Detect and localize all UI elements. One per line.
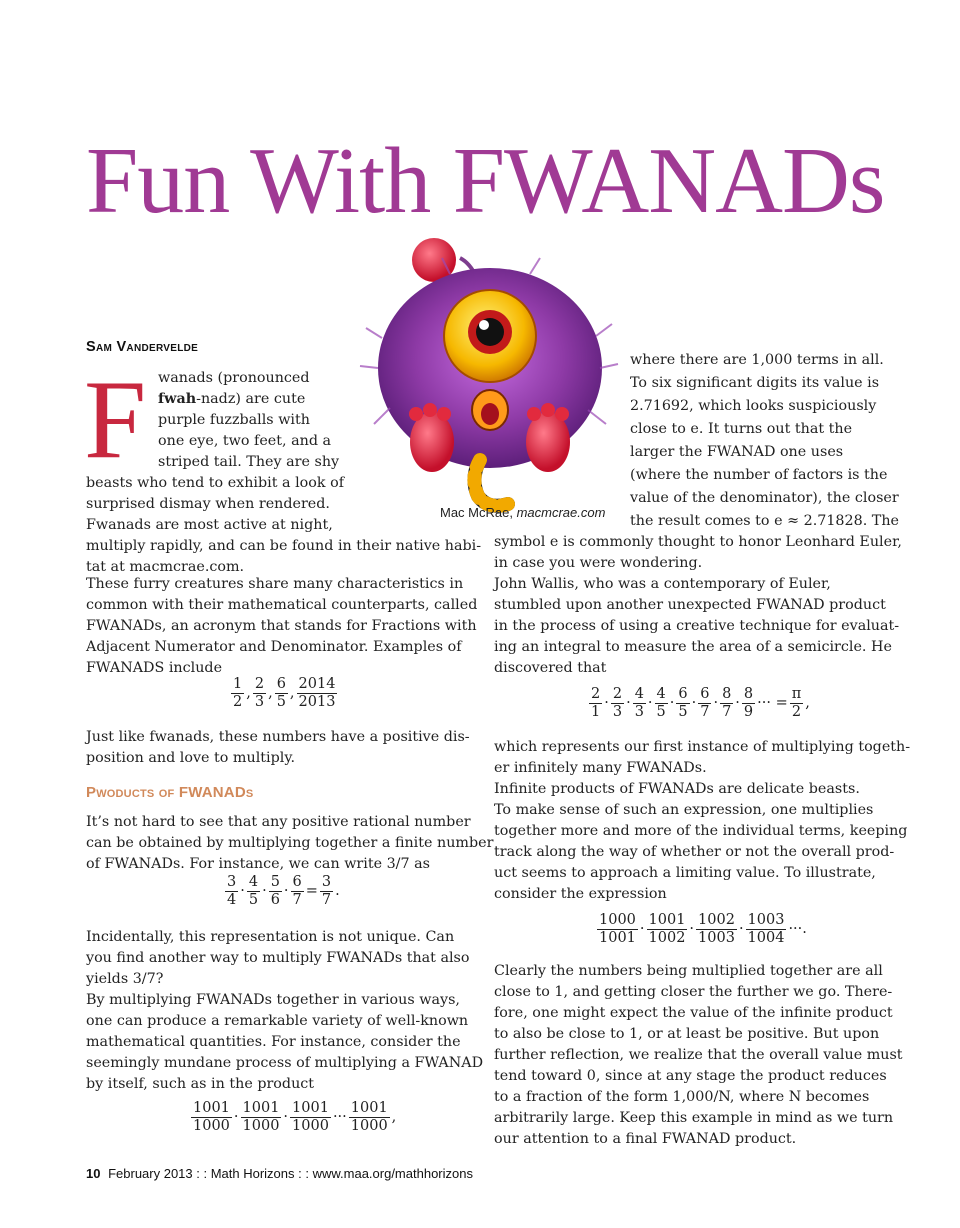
intro-line: fwah-nadz) are cute [158,391,306,407]
fraction: $\frac{2}{3}$ [254,676,265,710]
body-line: together more and more of the individual terms, keeping [494,823,908,839]
body-line: discovered that [494,660,607,676]
fraction: $\frac{3}{7}$ [321,874,332,908]
intro-line: tat at macmcrae.com. [86,559,245,575]
body-line: further reflection, we realize that the overall value must [494,1047,903,1063]
body-line: to also be close to 1, or at least be positive. But upon [494,1026,880,1042]
section-heading: Pwoducts of FWANADs [86,784,254,801]
fraction: $\frac{2}{1}$ [591,686,601,720]
intro-line: surprised dismay when rendered. [86,496,330,512]
fraction: $\frac{1001}{1002}$ [648,912,686,946]
body-line: tend toward 0, since at any stage the product reduces [494,1068,887,1084]
body-line: which represents our first instance of multiplying togeth- [494,739,911,755]
equation-wallis-product: $\frac{2}{1}$ · $\frac{2}{3}$ · $\frac{4}{3}$ · $\frac{4}{5}$ · $\frac{6}{5}$ · $\frac{6}{7}$ · $\frac{8}{7}$ · $\frac{8}{9}$ ··· = $\frac{\pi}{2}$ , [591,686,810,720]
body-line: To six significant digits its value is [630,375,880,391]
body-line: Clearly the numbers being multiplied together are all [494,963,883,979]
footer-text: February 2013 : : Math Horizons : : www.maa.org/mathhorizons [108,1166,473,1181]
fraction: $\frac{\pi}{2}$ [791,686,802,720]
fraction: $\frac{5}{6}$ [270,874,280,908]
fraction: $\frac{1}{2}$ [233,676,243,710]
equation-three-sevenths: $\frac{3}{4}$ · $\frac{4}{5}$ · $\frac{5}{6}$ · $\frac{6}{7}$ = $\frac{3}{7}$ . [227,874,340,908]
body-line: symbol e is commonly thought to honor Leonhard Euler, [494,534,902,550]
body-line: These furry creatures share many characteristics in [86,576,464,592]
body-line: er infinitely many FWANADs. [494,760,707,776]
eye [444,290,536,382]
mouth [472,390,508,430]
body-line: you find another way to multiply FWANADs that also [86,950,470,966]
body-line: ing an integral to measure the area of a semicircle. He [494,639,892,655]
fraction: $\frac{1001}{1000}$ [193,1100,230,1134]
body-line: position and love to multiply. [86,750,296,766]
body-line: fore, one might expect the value of the infinite product [494,1005,893,1021]
body-line: FWANADs, an acronym that stands for Fractions with [86,618,477,634]
body-line: value of the denominator), the closer [630,490,899,506]
drop-cap: F [84,358,147,482]
article-title: Fun With FWANADs [86,129,885,233]
fraction: $\frac{2014}{2013}$ [298,676,336,710]
body-line: By multiplying FWANADs together in various ways, [86,992,460,1008]
body-line: in the process of using a creative technique for evaluat- [494,618,900,634]
fraction: $\frac{1001}{1000}$ [292,1100,329,1134]
body-line: FWANADS include [86,660,223,676]
intro-line: Fwanads are most active at night, [86,517,333,533]
body-line: (where the number of factors is the [630,467,888,483]
body-line: of FWANADs. For instance, we can write 3/7 as [86,856,431,872]
body-line: mathematical quantities. For instance, consider the [86,1034,461,1050]
body-line: Infinite products of FWANADs are delicate beasts. [494,781,860,797]
fraction: $\frac{3}{4}$ [227,874,237,908]
body-line: Just like fwanads, these numbers have a positive dis- [86,729,470,745]
body-line: yields 3/7? [86,971,164,987]
body-line: close to 1, and getting closer the further we go. There- [494,984,893,1000]
fraction: $\frac{8}{9}$ [743,686,754,720]
intro-line: beasts who tend to exhibit a look of [86,475,344,491]
body-line: can be obtained by multiplying together a finite number [86,835,494,851]
fraction: $\frac{4}{3}$ [634,686,644,720]
intro-line: wanads (pronounced [158,370,310,386]
body-line: seemingly mundane process of multiplying a FWANAD [86,1055,484,1071]
body-line: the result comes to e ≈ 2.71828. The [630,513,900,529]
body-line: common with their mathematical counterparts, called [86,597,478,613]
body-line: where there are 1,000 terms in all. [630,352,884,368]
body-line: by itself, such as in the product [86,1076,315,1092]
fraction: $\frac{1000}{1001}$ [599,912,636,946]
fraction: $\frac{8}{7}$ [722,686,732,720]
page-footer [86,1166,473,1181]
body-line: To make sense of such an expression, one multiplies [494,802,874,818]
intro-line: multiply rapidly, and can be found in their native habi- [86,538,482,554]
fraction: $\frac{6}{7}$ [700,686,710,720]
fraction: $\frac{4}{5}$ [656,686,666,720]
fraction: $\frac{2}{3}$ [612,686,623,720]
author-byline: Sam Vandervelde [86,339,199,355]
equation-telescoping: $\frac{1000}{1001}$ · $\frac{1001}{1002}$ · $\frac{1002}{1003}$ · $\frac{1003}{1004}$ ···. [599,912,807,946]
body-line: consider the expression [494,886,667,902]
body-line: uct seems to approach a limiting value. To illustrate, [494,865,876,881]
body-line: larger the FWANAD one uses [630,444,844,460]
intro-line: one eye, two feet, and a [158,433,332,449]
body-line: stumbled upon another unexpected FWANAD product [494,597,886,613]
fraction: $\frac{4}{5}$ [248,874,259,908]
body-line: John Wallis, who was a contemporary of Euler, [494,576,831,592]
image-caption: Mac McRae, macmcrae.com [440,505,606,520]
body-line: close to e. It turns out that the [630,421,853,437]
equation-repeated-product: $\frac{1001}{1000}$ · $\frac{1001}{1000}$ · $\frac{1001}{1000}$ ··· $\frac{1001}{1000}$ , [193,1100,397,1134]
body-line: Incidentally, this representation is not unique. Can [86,929,455,945]
fraction: $\frac{6}{7}$ [292,874,302,908]
body-line: 2.71692, which looks suspiciously [630,398,877,414]
fraction: $\frac{1001}{1000}$ [350,1100,388,1134]
intro-line: striped tail. They are shy [158,454,340,470]
body-line: track along the way of whether or not the overall prod- [494,844,895,860]
fwanad-illustration [330,228,630,514]
fraction: $\frac{6}{5}$ [678,686,688,720]
fraction: $\frac{1003}{1004}$ [747,912,785,946]
fraction: $\frac{6}{5}$ [276,676,286,710]
intro-line: purple fuzzballs with [158,412,310,428]
body-line: It’s not hard to see that any positive rational number [86,814,471,830]
body-line: to a fraction of the form 1,000/N, where N becomes [494,1089,870,1105]
body-line: Adjacent Numerator and Denominator. Examples of [86,639,462,655]
body-line: arbitrarily large. Keep this example in mind as we turn [494,1110,894,1126]
body-line: our attention to a final FWANAD product. [494,1131,797,1147]
fraction: $\frac{1001}{1000}$ [242,1100,280,1134]
body-line: one can produce a remarkable variety of well-known [86,1013,469,1029]
fraction: $\frac{1002}{1003}$ [698,912,735,946]
page-number: 10 [86,1166,101,1181]
equation-fwanad-examples: $\frac{1}{2}$ , $\frac{2}{3}$ , $\frac{6}{5}$ , $\frac{2014}{2013}$ [233,676,336,710]
body-line: in case you were wondering. [494,555,703,571]
